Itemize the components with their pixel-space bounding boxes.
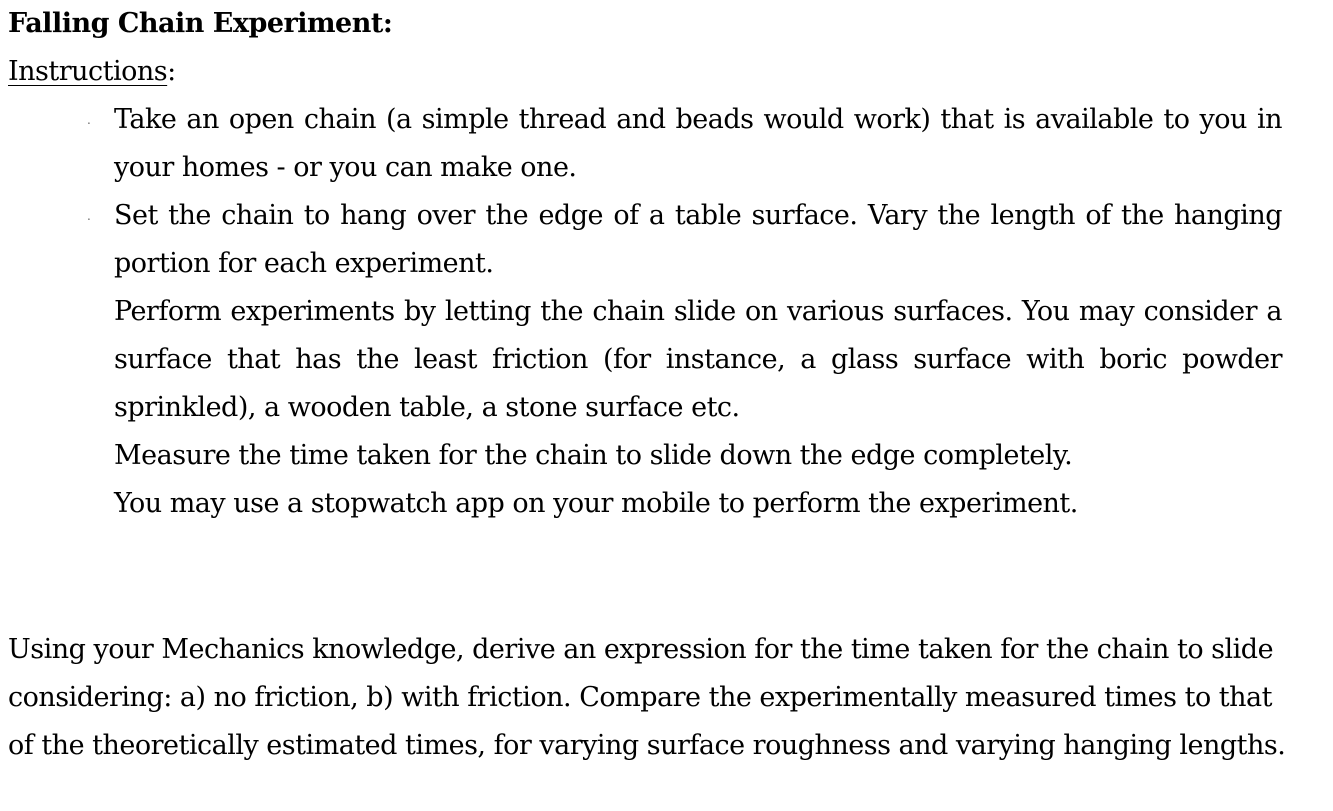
instruction-step-1	[8, 96, 1282, 192]
step-bullet-3	[87, 288, 97, 336]
instructions-heading	[8, 48, 1288, 96]
document-title: Falling Chain Experiment:	[8, 8, 393, 39]
instruction-step-4	[8, 432, 1282, 480]
instruction-step-3	[8, 288, 1282, 432]
document	[8, 0, 1288, 770]
step-bullet-5	[87, 480, 97, 528]
spacer	[8, 528, 1288, 626]
step-text-4: Measure the time taken for the chain to slide down the edge completely.	[114, 440, 1073, 471]
step-bullet-4	[87, 432, 97, 480]
instructions-colon: :	[167, 56, 176, 87]
step-text-2: Set the chain to hang over the edge of a table surface. Vary the length of the hanging portion for each experiment.	[114, 200, 1282, 279]
instruction-step-2	[8, 192, 1282, 288]
step-bullet-2: .	[87, 209, 91, 223]
step-text-5: You may use a stopwatch app on your mobile to perform the experiment.	[114, 488, 1078, 519]
instruction-steps	[8, 96, 1288, 528]
step-text-3: Perform experiments by letting the chain slide on various surfaces. You may consider a surface that has the least friction (for instance, a glass surface with boric powder sprinkled), a wooden table, a stone surface etc.	[114, 296, 1282, 423]
instruction-step-5	[8, 480, 1282, 528]
step-bullet-1: .	[87, 113, 91, 127]
question-paragraph: Using your Mechanics knowledge, derive an expression for the time taken for the chain to slide considering: a) no friction, b) with friction. Compare the experimentally measured times to that of the theoretically estimated times, for varying surface roughness and varying hanging lengths.	[8, 634, 1286, 761]
instructions-label: Instructions	[8, 56, 168, 87]
step-text-1: Take an open chain (a simple thread and beads would work) that is available to you in your homes - or you can make one.	[114, 104, 1282, 183]
